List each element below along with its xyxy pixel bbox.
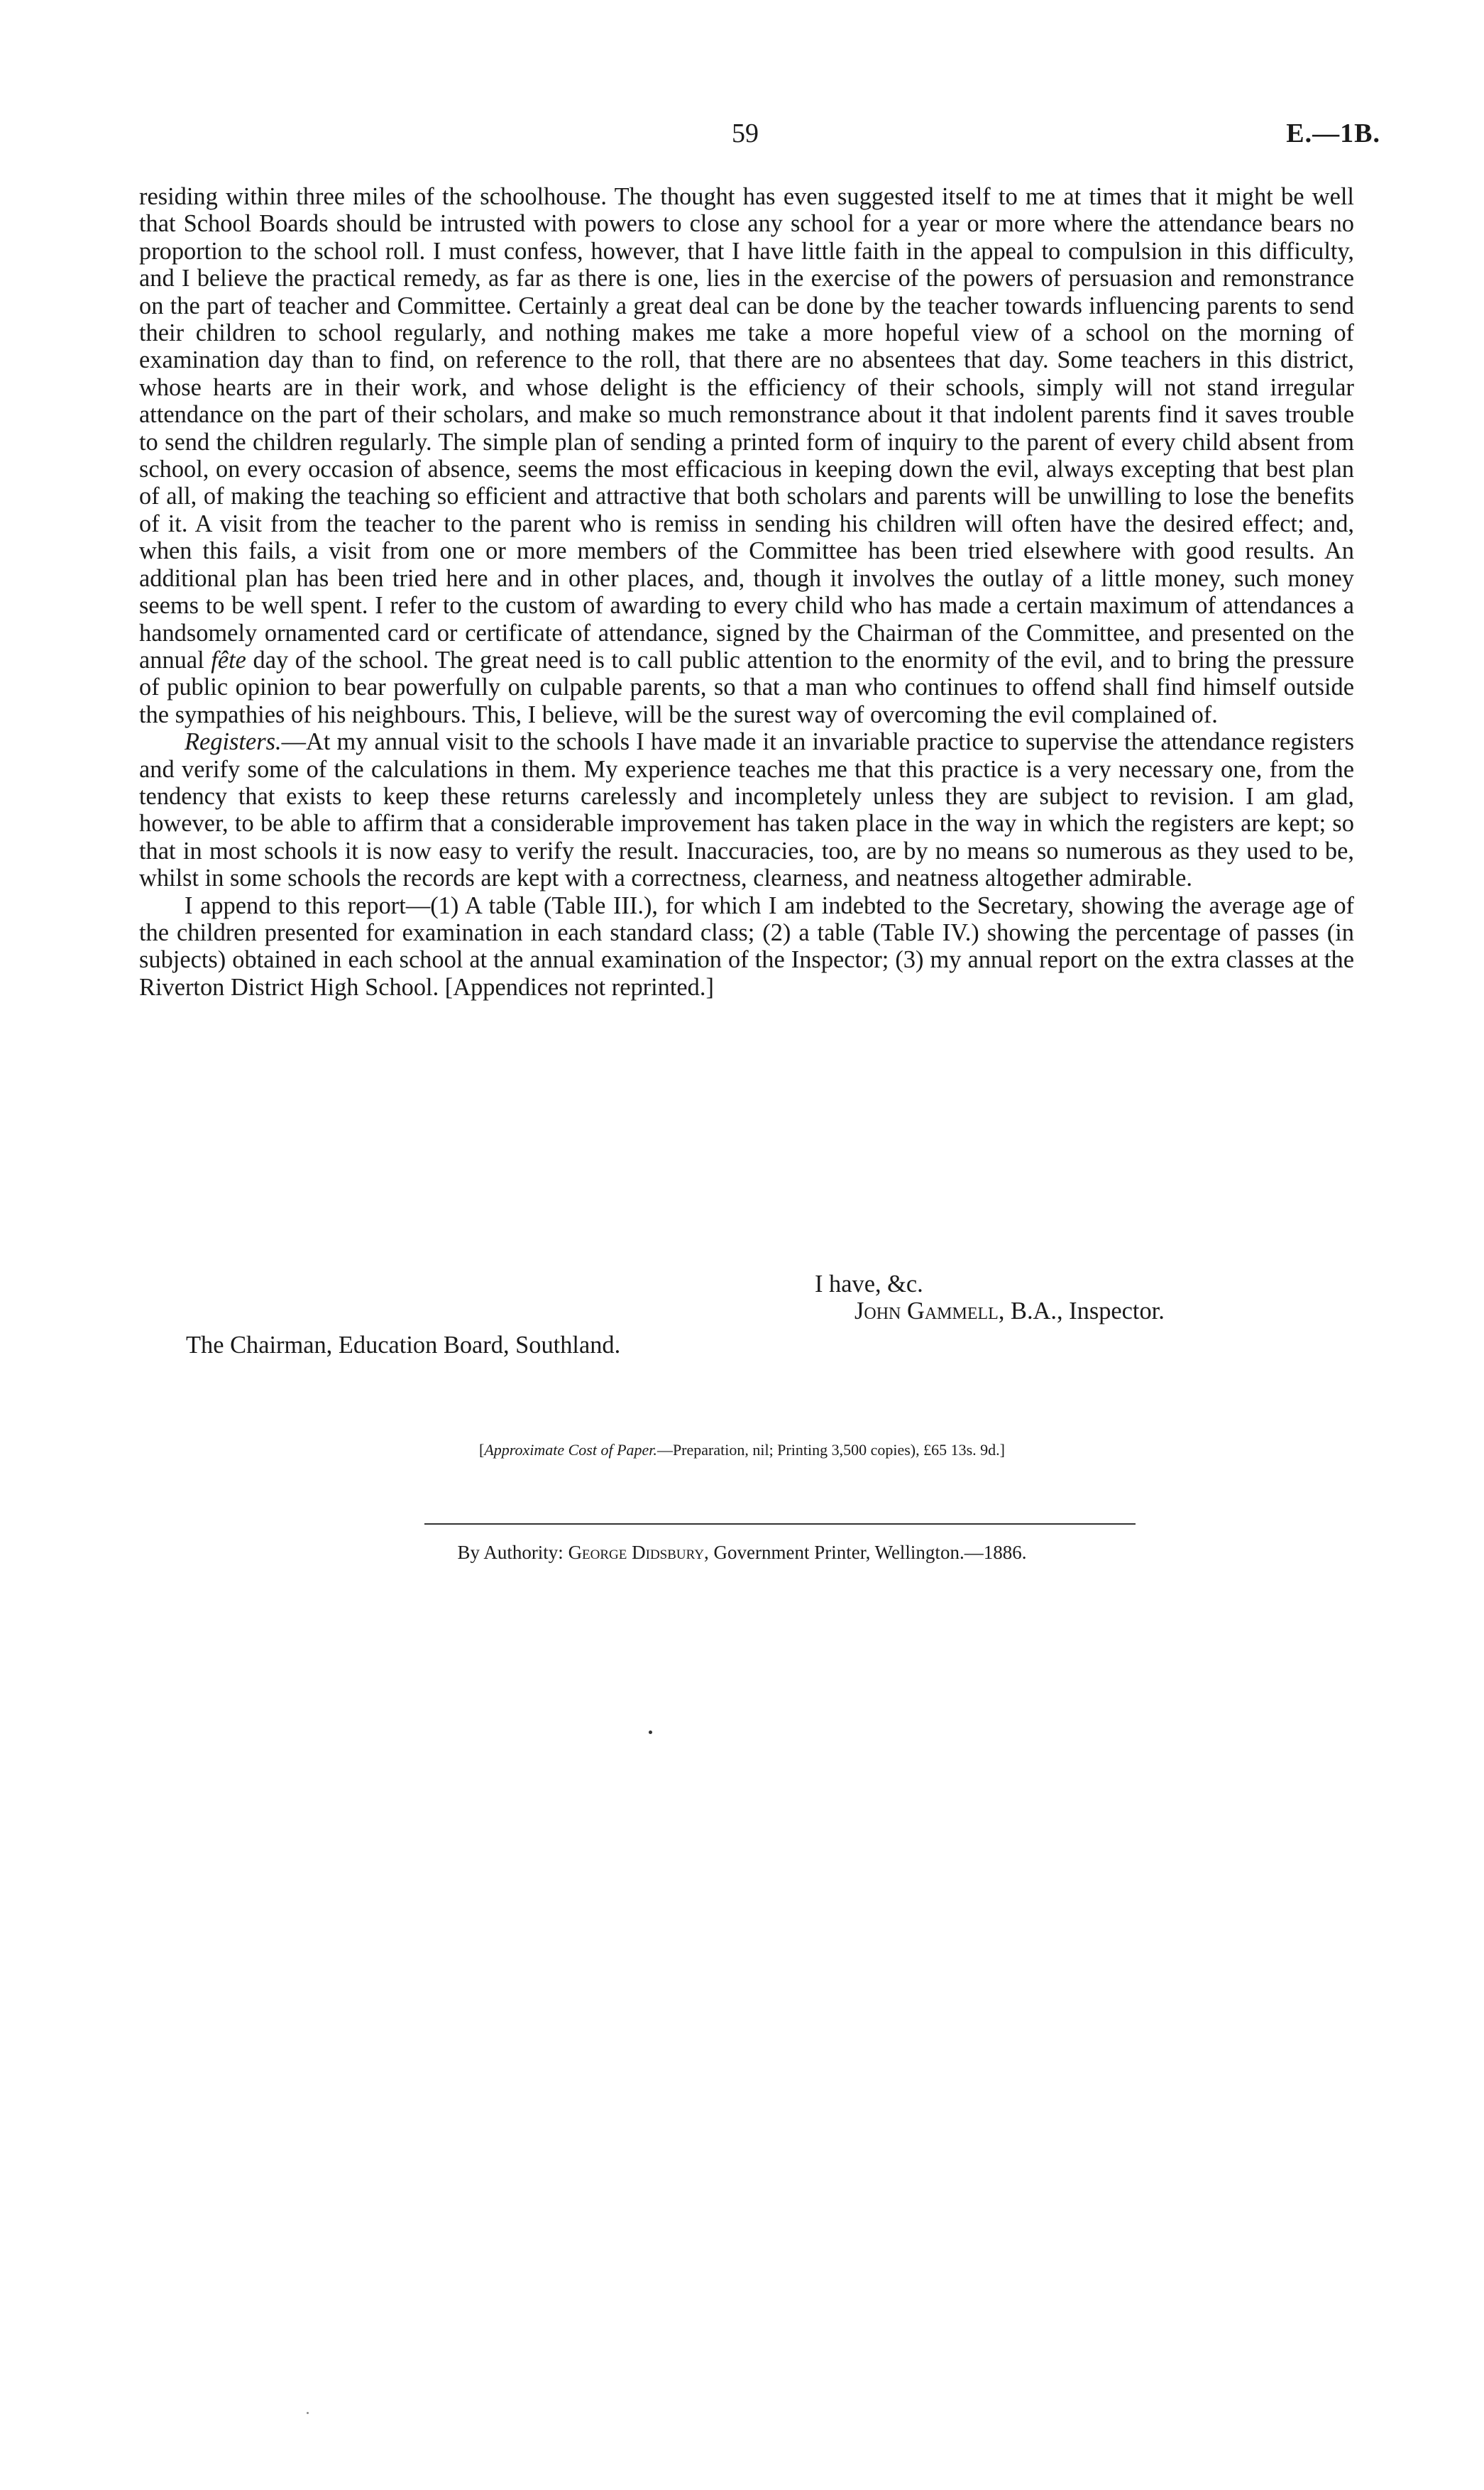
paragraph-attendance xyxy=(139,183,1354,728)
cost-note-label: Approximate Cost of Paper. xyxy=(484,1441,657,1459)
paragraph-attendance-end: day of the school. The great need is to call public attention to the enormity of the evil, and to bring the pressure of public opinion to bear powerfully on culpable parents, so that a man who continues to offend shall find himself outside the sympathies of his neighbours. This, I believe, will be the surest way of overcoming the evil complained of. xyxy=(139,646,1354,728)
printer-imprint xyxy=(0,1542,1484,1564)
printer-name: George Didsbury xyxy=(568,1542,704,1563)
paragraph-registers-text: —At my annual visit to the schools I have made it an invariable practice to supervise the attendance registers and verify some of the calculations in them. My experience teaches me that this practice is a very necessary one, from the tendency that exists to keep these returns carelessly and incompletely unless they are subject to revision. I am glad, however, to be able to affirm that a considerable improvement has taken place in the way in which the registers are kept; so that in most schools it is now easy to verify the result. Inaccuracies, too, are by no means so numerous as they used to be, whilst in some schools the records are kept with a correctness, clearness, and neatness altogether admirable. xyxy=(139,728,1354,892)
closing-line: I have, &c. xyxy=(815,1271,923,1298)
page-number: 59 xyxy=(732,119,759,148)
registers-heading: Registers. xyxy=(185,728,282,756)
report-body xyxy=(139,183,1354,1001)
imprint-suffix: , Government Printer, Wellington.—1886. xyxy=(704,1542,1027,1563)
addressee: The Chairman, Education Board, Southland. xyxy=(186,1332,621,1359)
scan-speck xyxy=(649,1731,652,1734)
paragraph-registers xyxy=(139,728,1354,892)
document-reference: E.—1B. xyxy=(1286,119,1380,148)
paragraph-appendices: I append to this report—(1) A table (Table III.), for which I am indebted to the Secretary, showing the average age of the children presented for examination in each standard class; (2) a table (Table IV.) showing the percentage of passes (in subjects) obtained in each school at the annual examination of the Inspector; (3) my annual report on the extra classes at the Riverton District High School. [Appendices not reprinted.] xyxy=(139,892,1354,1001)
footer-divider xyxy=(424,1523,1136,1525)
scan-speck xyxy=(307,2412,309,2414)
imprint-prefix: By Authority: xyxy=(457,1542,568,1563)
signatory-name: John Gammell xyxy=(854,1298,999,1324)
paragraph-attendance-text: residing within three miles of the schoolhouse. The thought has even suggested itself to me at times that it might be well that School Boards should be intrusted with powers to close any school for a year or more where the attendance bears no proportion to the school roll. I must confess, however, that I have little faith in the appeal to compulsion in this difficulty, and I believe the practical remedy, as far as there is one, lies in the exercise of the powers of persuasion and remonstrance on the part of teacher and Committee. Certainly a great deal can be done by the teacher towards influencing parents to send their children to school regularly, and nothing makes me take a more hopeful view of a school on the morning of examination day than to find, on reference to the roll, that there are no absentees that day. Some teachers in this district, whose hearts are in their work, and whose delight is the efficiency of their schools, simply will not stand irregular attendance on the part of their scholars, and make so much remonstrance about it that indolent parents find it saves trouble to send the children regularly. The simple plan of sending a printed form of inquiry to the parent of every child absent from school, on every occasion of absence, seems the most efficacious in keeping down the evil, always excepting that best plan of all, of making the teaching so efficient and attractive that both scholars and parents will be unwilling to lose the benefits of it. A visit from the teacher to the parent who is remiss in sending his children will often have the desired effect; and, when this fails, a visit from one or more members of the Committee has been tried elsewhere with good results. An additional plan has been tried here and in other places, and, though it involves the outlay of a little money, such money seems to be well spent. I refer to the custom of awarding to every child who has made a certain maximum of attendances a handsomely ornamented card or certificate of attendance, signed by the Chairman of the Committee, and presented on the annual xyxy=(139,183,1354,674)
signatory xyxy=(854,1298,1165,1325)
cost-note-open: [ xyxy=(478,1441,485,1459)
cost-note xyxy=(0,1441,1484,1459)
cost-note-detail: —Preparation, nil; Printing 3,500 copies), £65 13s. 9d.] xyxy=(656,1441,1005,1459)
fete-word: fête xyxy=(211,646,246,674)
signatory-title: , B.A., Inspector. xyxy=(998,1298,1165,1324)
